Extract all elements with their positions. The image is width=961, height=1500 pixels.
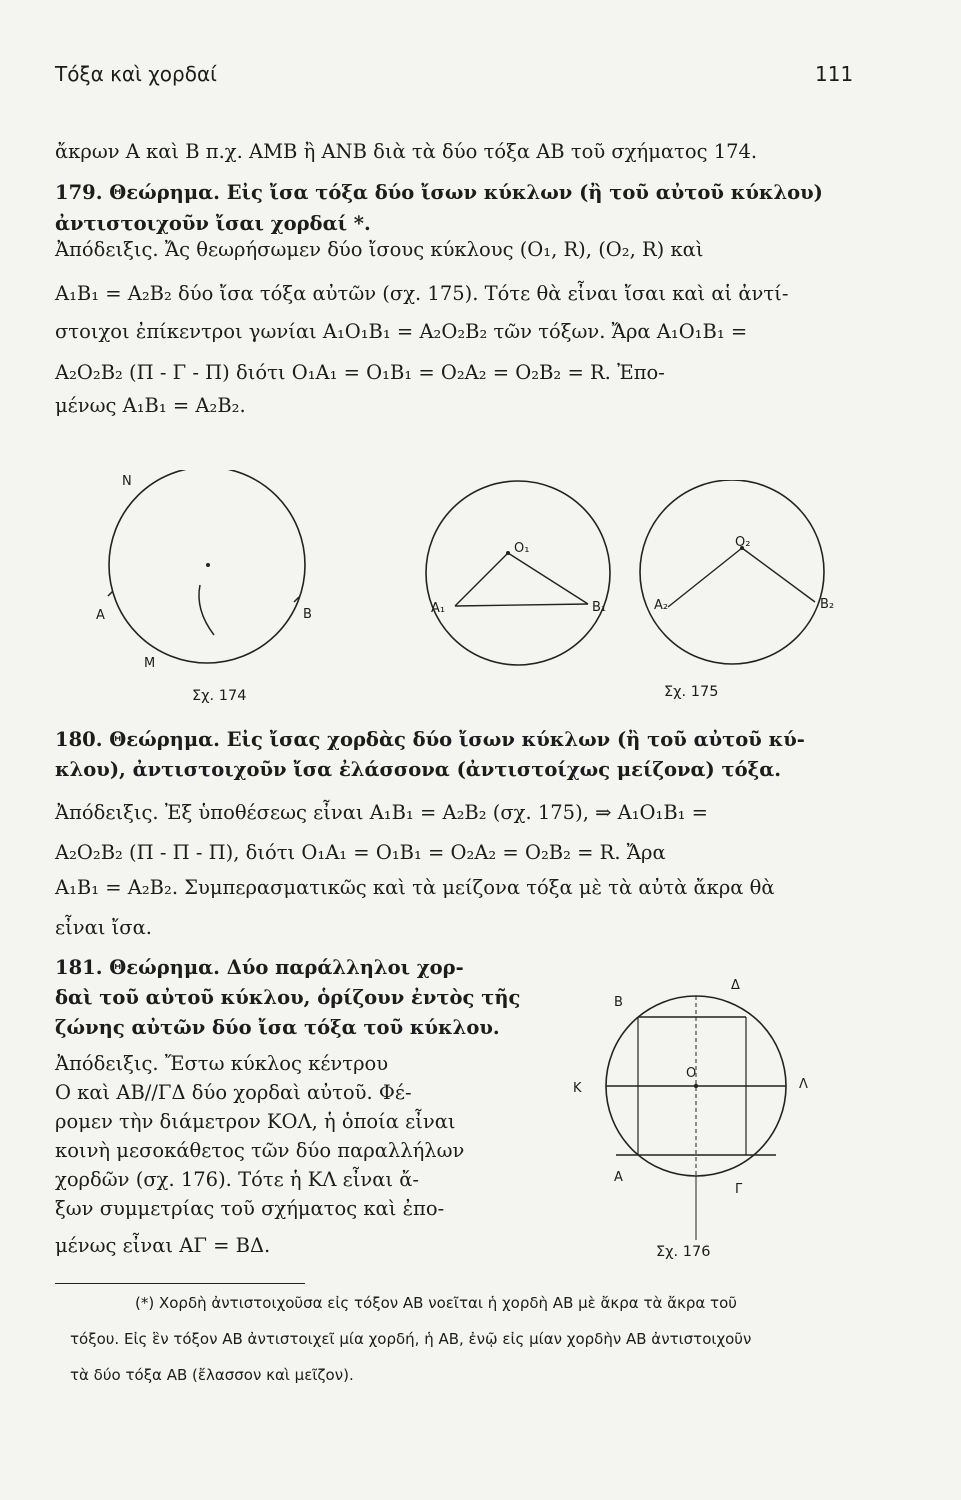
text-line: ἄκρων Α καὶ Β π.χ. ΑΜΒ ἢ ΑΝΒ διὰ τὰ δύο τόξα ΑΒ τοῦ σχήματος 174. xyxy=(55,140,758,163)
fig176-caption: Σχ. 176 xyxy=(656,1244,711,1260)
text-line: ρομεν τὴν διάμετρον ΚΟΛ, ἡ ὁποία εἶναι xyxy=(55,1110,456,1133)
fig174-center-dot xyxy=(206,563,210,567)
text-line: Ἀπόδειξις. Ἔστω κύκλος κέντρου xyxy=(55,1052,389,1075)
figure-174 xyxy=(90,470,340,710)
text-line: Ο καὶ ΑΒ//ΓΔ δύο χορδαὶ αὐτοῦ. Φέ- xyxy=(55,1081,412,1104)
fig175-radius-o1b1 xyxy=(508,553,588,604)
fig175-label-b1: B₁ xyxy=(592,600,607,615)
text-line: ξων συμμετρίας τοῦ σχήματος καὶ ἐπο- xyxy=(55,1197,445,1220)
fig174-label-m: M xyxy=(144,656,156,671)
fig175-radius-o2a2 xyxy=(668,548,742,607)
fig174-point-a-mark xyxy=(108,591,113,596)
fig176-label-l: Λ xyxy=(799,1077,808,1092)
text-line: μένως εἶναι ΑΓ = ΒΔ. xyxy=(55,1234,271,1257)
theorem-181-heading: 181. Θεώρημα. Δύο παράλληλοι χορ- xyxy=(55,956,464,979)
figure-176 xyxy=(570,990,830,1250)
text-line: χορδῶν (σχ. 176). Τότε ἡ ΚΛ εἶναι ἄ- xyxy=(55,1168,420,1191)
footnote-separator xyxy=(55,1283,305,1284)
fig175-chord-a1b1 xyxy=(455,604,588,606)
figure-175 xyxy=(420,480,860,680)
text-line: κοινὴ μεσοκάθετος τῶν δύο παραλλήλων xyxy=(55,1139,465,1162)
text-line: μένως Α₁Β₁ = Α₂Β₂. xyxy=(55,394,246,417)
text-line: Ἀπόδειξις. Ἐξ ὑποθέσεως εἶναι Α₁Β₁ = Α₂Β₂ (σχ. 175), ⇒ Α₁Ο₁Β₁ = xyxy=(55,801,709,824)
theorem-180-heading: 180. Θεώρημα. Εἰς ἴσας χορδὰς δύο ἴσων κύκλων (ἢ τοῦ αὐτοῦ κύ- xyxy=(55,728,805,751)
theorem-181-heading-cont: ζώνης αὐτῶν δύο ἴσα τόξα τοῦ κύκλου. xyxy=(55,1016,500,1039)
fig174-label-a: A xyxy=(96,608,105,623)
text-line: Ἀπόδειξις. Ἄς θεωρήσωμεν δύο ἴσους κύκλους (Ο₁, R), (Ο₂, R) καὶ xyxy=(55,238,704,261)
fig174-arc-mark xyxy=(199,585,214,635)
text-line: Α₁Β₁ = Α₂Β₂ δύο ἴσα τόξα αὐτῶν (σχ. 175). Τότε θὰ εἶναι ἴσαι καὶ αἱ ἀντί- xyxy=(55,282,789,305)
fig176-label-o: O xyxy=(686,1066,697,1081)
footnote-line: τὰ δύο τόξα ΑΒ (ἔλασσον καὶ μεῖζον). xyxy=(70,1366,354,1384)
fig175-radius-o1a1 xyxy=(455,553,508,606)
fig174-caption: Σχ. 174 xyxy=(192,688,247,704)
text-line: εἶναι ἴσα. xyxy=(55,916,152,939)
page-header-title: Τόξα καὶ χορδαί xyxy=(55,62,217,86)
theorem-181-heading-cont: δαὶ τοῦ αὐτοῦ κύκλου, ὁρίζουν ἐντὸς τῆς xyxy=(55,986,521,1009)
footnote-line: τόξου. Εἰς ἓν τόξον ΑΒ ἀντιστοιχεῖ μία χορδή, ἡ ΑΒ, ἐνῷ εἰς μίαν χορδὴν ΑΒ ἀντιστοιχοῦν xyxy=(70,1330,752,1348)
fig174-label-n: N xyxy=(122,474,132,489)
fig175-label-b2: B₂ xyxy=(820,597,835,612)
fig175-label-o1: O₁ xyxy=(514,541,530,556)
fig176-label-a: A xyxy=(614,1170,623,1185)
text-line: Α₂Ο₂Β₂ (Π - Γ - Π) διότι Ο₁Α₁ = Ο₁Β₁ = Ο₂Α₂ = Ο₂Β₂ = R. Ἐπο- xyxy=(55,361,665,384)
fig175-label-o2: O₂ xyxy=(735,535,751,550)
fig176-label-k: K xyxy=(573,1081,582,1096)
fig174-label-b: B xyxy=(303,607,312,622)
fig175-circle-1 xyxy=(426,481,610,665)
fig175-label-a1: A₁ xyxy=(431,601,446,616)
fig175-circle-2 xyxy=(640,480,824,664)
text-line: Α₁Β₁ = Α₂Β₂. Συμπερασματικῶς καὶ τὰ μείζονα τόξα μὲ τὰ αὐτὰ ἄκρα θὰ xyxy=(55,876,775,899)
fig175-label-a2: A₂ xyxy=(654,598,669,613)
fig175-radius-o2b2 xyxy=(742,548,815,602)
fig176-label-d: Δ xyxy=(731,978,740,993)
fig175-caption: Σχ. 175 xyxy=(664,684,719,700)
fig176-label-b: B xyxy=(614,995,623,1010)
footnote-line: (*) Χορδὴ ἀντιστοιχοῦσα εἰς τόξον ΑΒ νοεῖται ἡ χορδὴ ΑΒ μὲ ἄκρα τὰ ἄκρα τοῦ xyxy=(135,1294,737,1312)
page-number: 111 xyxy=(815,62,854,86)
theorem-179-heading-cont: ἀντιστοιχοῦν ἴσαι χορδαί *. xyxy=(55,212,371,235)
fig176-label-g: Γ xyxy=(735,1182,743,1197)
theorem-180-heading-cont: κλου), ἀντιστοιχοῦν ἴσα ἐλάσσονα (ἀντιστοίχως μείζονα) τόξα. xyxy=(55,758,782,781)
text-line: στοιχοι ἐπίκεντροι γωνίαι Α₁Ο₁Β₁ = Α₂Ο₂Β₂ τῶν τόξων. Ἄρα Α₁Ο₁Β₁ = xyxy=(55,320,748,343)
fig176-center-o xyxy=(694,1084,698,1088)
text-line: Α₂Ο₂Β₂ (Π - Π - Π), διότι Ο₁Α₁ = Ο₁Β₁ = Ο₂Α₂ = Ο₂Β₂ = R. Ἄρα xyxy=(55,841,666,864)
fig175-center-o1 xyxy=(506,551,510,555)
theorem-179-heading: 179. Θεώρημα. Εἰς ἴσα τόξα δύο ἴσων κύκλων (ἢ τοῦ αὐτοῦ κύκλου) xyxy=(55,181,823,204)
